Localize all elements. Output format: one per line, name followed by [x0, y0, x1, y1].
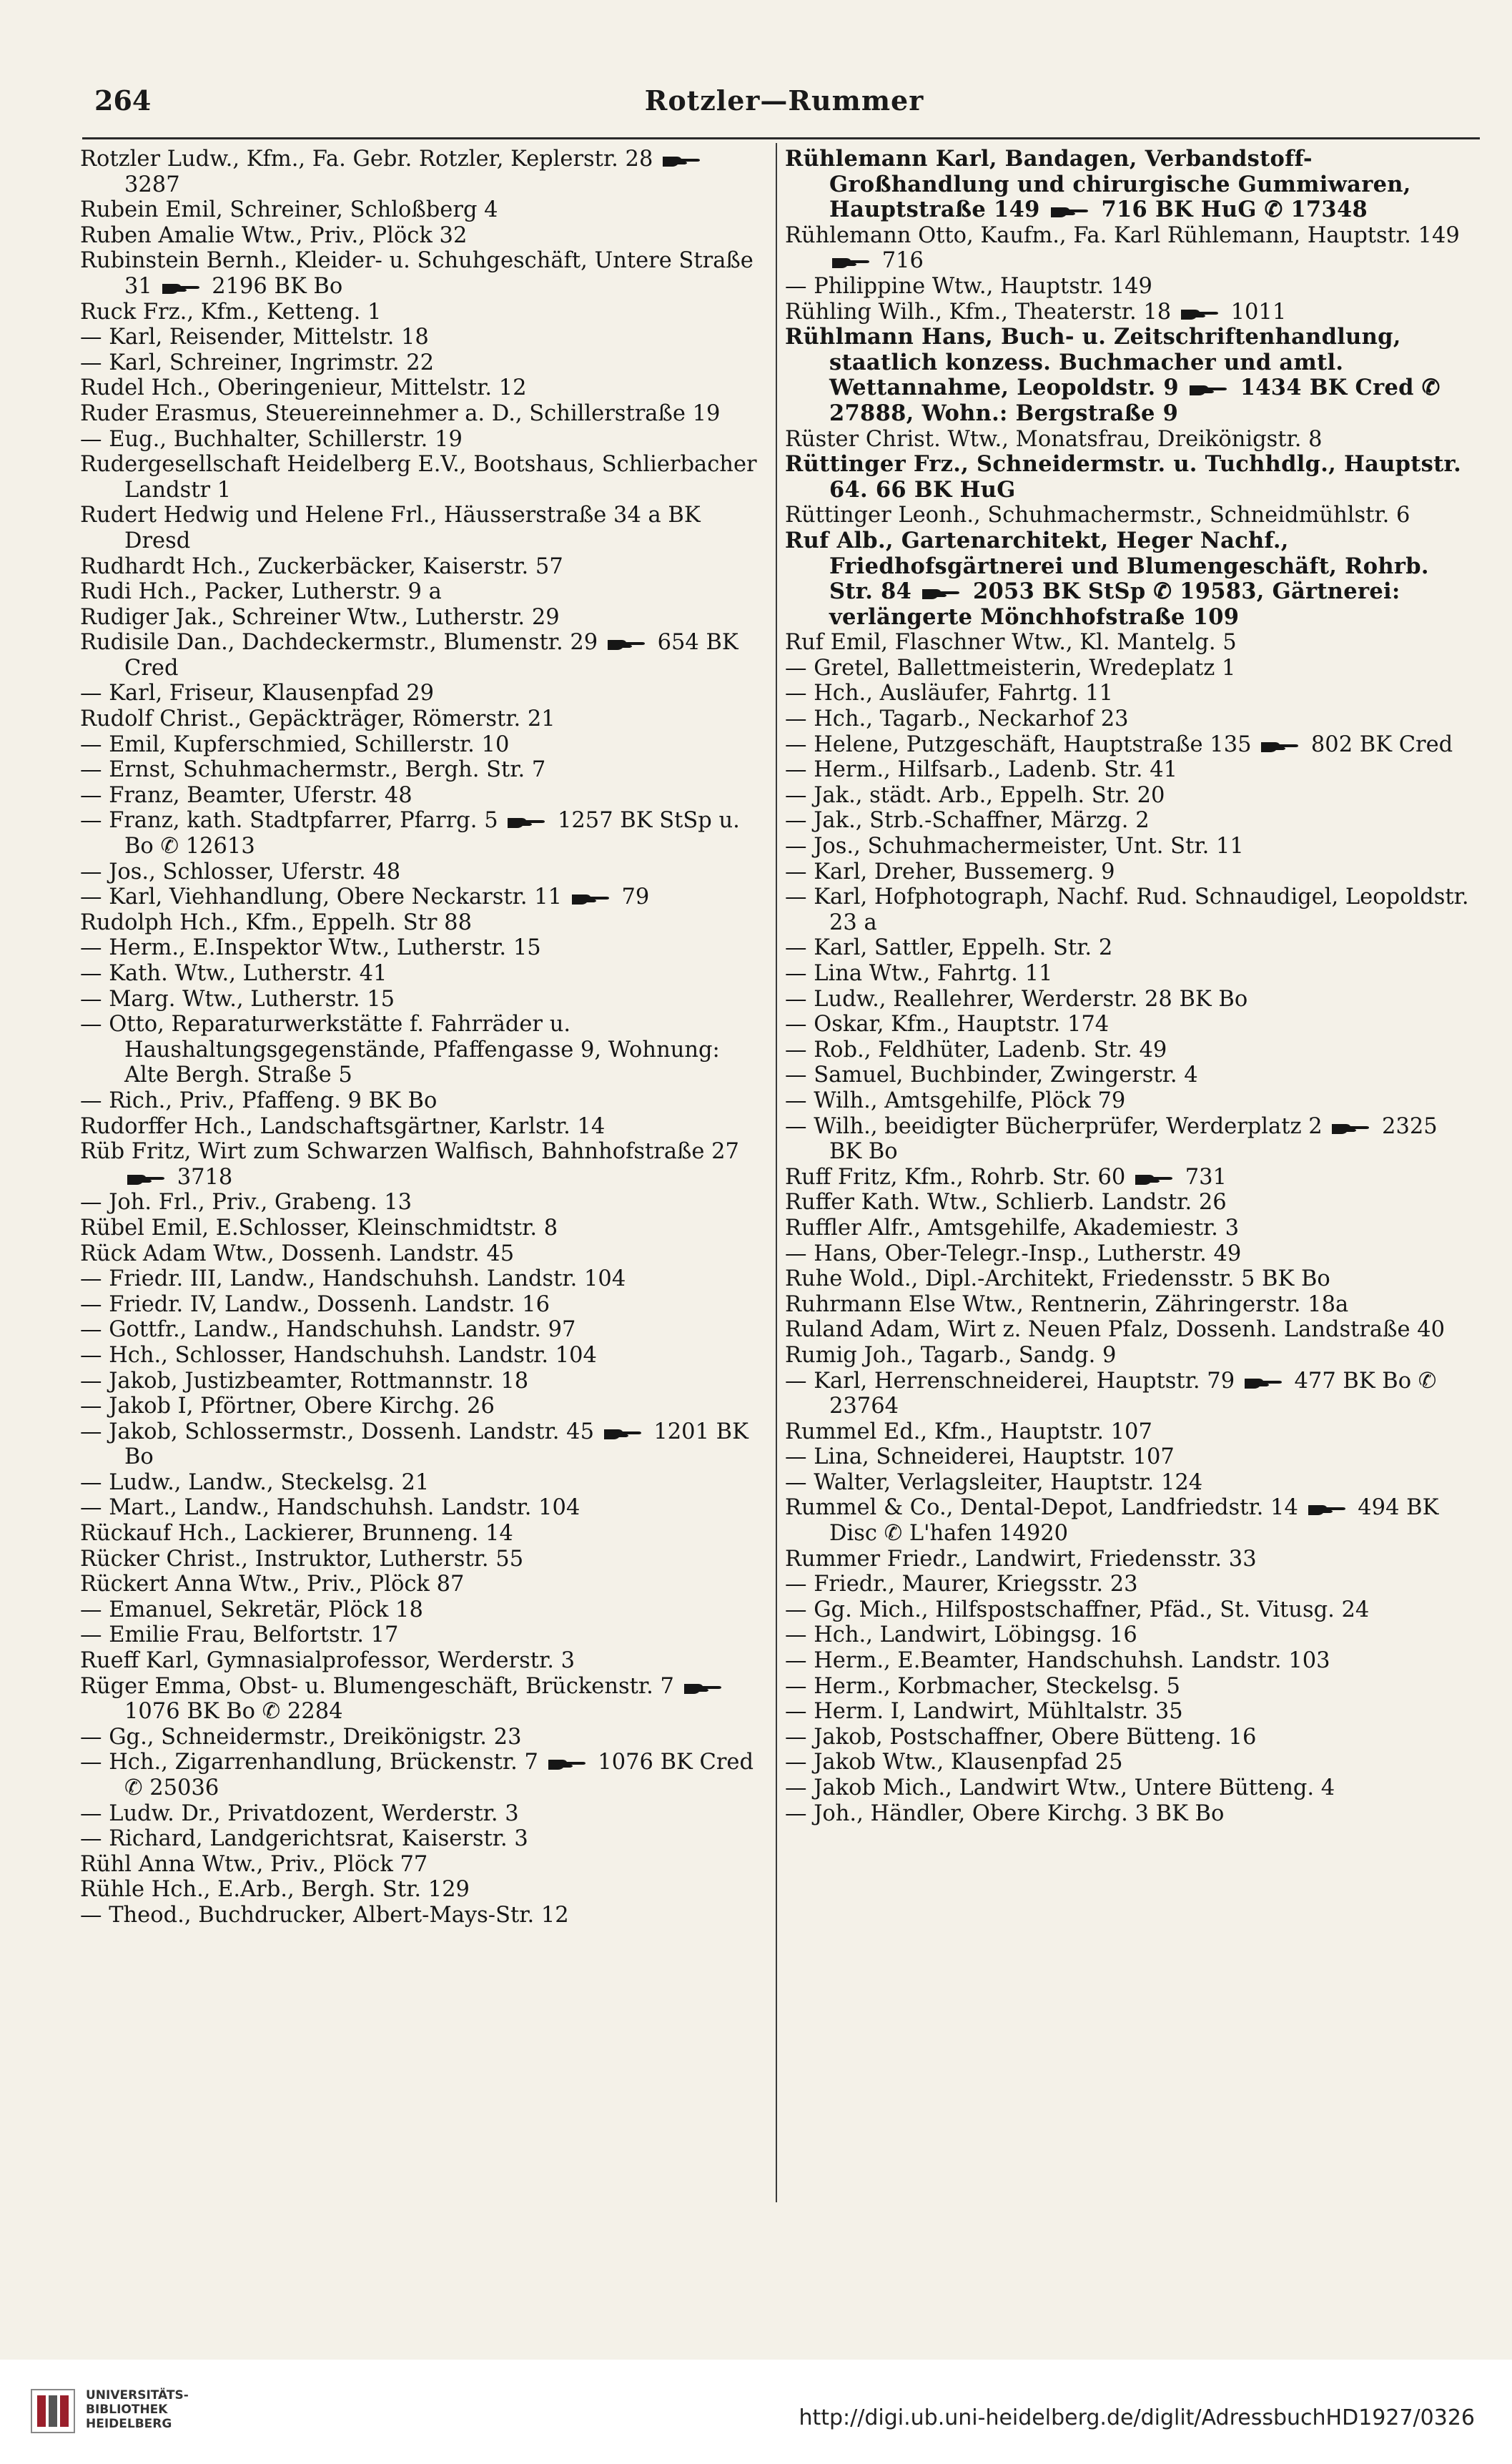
- directory-entry: [785, 1343, 1475, 1369]
- directory-entry: [80, 1241, 766, 1267]
- directory-entry: [785, 859, 1475, 885]
- directory-entry: [785, 1444, 1475, 1470]
- entry-text: — Friedr. IV, Landw., Dossenh. Landstr. 16: [80, 1291, 550, 1317]
- directory-entry: [80, 579, 766, 605]
- phone-hand-icon: [1188, 382, 1228, 396]
- entry-text: — Jakob I, Pförtner, Obere Kirchg. 26: [80, 1394, 495, 1419]
- entry-text: — Marg. Wtw., Lutherstr. 15: [80, 986, 395, 1012]
- directory-entry: [80, 859, 766, 885]
- entry-text: Rubein Emil, Schreiner, Schloßberg 4: [80, 197, 498, 223]
- entry-text: 1434 BK Cred ✆ 27888, Wohn.: Bergstraße 9: [829, 375, 1441, 426]
- directory-entry: [785, 706, 1475, 732]
- entry-text: — Karl, Viehhandlung, Obere Neckarstr. 11: [80, 884, 569, 910]
- entry-text: — Karl, Herrenschneiderei, Hauptstr. 79: [785, 1368, 1242, 1394]
- entry-text: — Emanuel, Sekretär, Plöck 18: [80, 1597, 423, 1622]
- directory-entry: [80, 757, 766, 783]
- entry-text: Rubinstein Bernh., Kleider- u. Schuhgeschäft, Untere Straße 31: [80, 248, 753, 299]
- directory-entry: [80, 1597, 766, 1623]
- phone-hand-icon: [1049, 204, 1089, 218]
- entry-text: — Herm., Hilfsarb., Ladenb. Str. 41: [785, 757, 1177, 783]
- directory-entry: [80, 1750, 766, 1800]
- entry-text: 2196 BK Bo: [204, 273, 343, 299]
- directory-entry: [785, 1750, 1475, 1775]
- directory-entry: [785, 528, 1475, 630]
- directory-entry: [80, 783, 766, 809]
- directory-entry: [785, 757, 1475, 783]
- directory-entry: [80, 248, 766, 299]
- entry-text: — Hch., Zigarrenhandlung, Brückenstr. 7: [80, 1750, 545, 1775]
- entry-text: 494 BK Disc ✆ L'hafen 14920: [829, 1495, 1439, 1547]
- entry-text: — Emil, Kupferschmied, Schillerstr. 10: [80, 731, 510, 757]
- directory-entry: [785, 147, 1475, 223]
- entry-text: — Hch., Ausläufer, Fahrtg. 11: [785, 681, 1113, 706]
- directory-entry: [80, 1877, 766, 1903]
- entry-text: Rudorffer Hch., Landschaftsgärtner, Karlstr. 14: [80, 1113, 606, 1139]
- entry-text: Rühle Hch., E.Arb., Bergh. Str. 129: [80, 1877, 470, 1903]
- directory-entry: [785, 1597, 1475, 1623]
- directory-entry: [785, 1190, 1475, 1216]
- directory-entry: [80, 884, 766, 910]
- entry-text: — Herm., E.Beamter, Handschuhsh. Landstr. 103: [785, 1648, 1330, 1674]
- directory-entry: [785, 808, 1475, 834]
- entry-text: — Jos., Schlosser, Uferstr. 48: [80, 859, 401, 884]
- entry-text: Rueff Karl, Gymnasialprofessor, Werderstr. 3: [80, 1648, 575, 1674]
- entry-text: Rüster Christ. Wtw., Monatsfrau, Dreikönigstr. 8: [785, 426, 1323, 452]
- entry-text: Rudhardt Hch., Zuckerbäcker, Kaiserstr. 57: [80, 553, 563, 579]
- library-logo-icon: [30, 2388, 76, 2434]
- directory-entry: [785, 1470, 1475, 1496]
- phone-hand-icon: [603, 1426, 643, 1440]
- entry-text: — Helene, Putzgeschäft, Hauptstraße 135: [785, 731, 1259, 757]
- entry-text: Ruhe Wold., Dipl.-Architekt, Friedensstr. 5 BK Bo: [785, 1266, 1330, 1292]
- directory-entry: [80, 1012, 766, 1088]
- entry-text: — Rich., Priv., Pfaffeng. 9 BK Bo: [80, 1088, 438, 1113]
- directory-entry: [80, 1547, 766, 1572]
- entry-text: Rücker Christ., Instruktor, Lutherstr. 55: [80, 1546, 524, 1572]
- directory-entry: [785, 1775, 1475, 1801]
- directory-entry: [80, 147, 766, 197]
- directory-entry: [80, 1190, 766, 1216]
- library-name-line: BIBLIOTHEK: [86, 2403, 168, 2417]
- entry-text: Ruck Frz., Kfm., Ketteng. 1: [80, 299, 382, 325]
- entry-text: — Jakob, Justizbeamter, Rottmannstr. 18: [80, 1368, 529, 1394]
- directory-entry: [80, 1648, 766, 1674]
- entry-text: Ruben Amalie Wtw., Priv., Plöck 32: [80, 222, 468, 248]
- entry-text: — Wilh., beeidigter Bücherprüfer, Werderplatz 2: [785, 1113, 1330, 1139]
- entry-text: 802 BK Cred: [1304, 731, 1453, 757]
- directory-entry: [80, 1725, 766, 1750]
- header-rule: [82, 137, 1480, 139]
- directory-entry: [80, 300, 766, 325]
- entry-text: — Jakob, Postschaffner, Obere Bütteng. 16: [785, 1724, 1257, 1750]
- entry-text: Rumig Joh., Tagarb., Sandg. 9: [785, 1342, 1117, 1368]
- column-divider: [776, 143, 777, 2202]
- entry-text: — Franz, kath. Stadtpfarrer, Pfarrg. 5: [80, 808, 505, 834]
- entry-text: — Karl, Reisender, Mittelstr. 18: [80, 325, 429, 350]
- entry-text: — Oskar, Kfm., Hauptstr. 174: [785, 1012, 1110, 1038]
- directory-entry: [80, 1343, 766, 1369]
- directory-entry: [785, 274, 1475, 300]
- directory-entry: [785, 1495, 1475, 1546]
- entry-text: — Mart., Landw., Handschuhsh. Landstr. 104: [80, 1495, 580, 1521]
- directory-entry: [80, 987, 766, 1012]
- directory-entry: [80, 630, 766, 681]
- directory-entry: [785, 961, 1475, 987]
- directory-entry: [80, 223, 766, 249]
- phone-hand-icon: [661, 153, 701, 167]
- phone-hand-icon: [683, 1680, 723, 1695]
- phone-hand-icon: [126, 1171, 166, 1186]
- entry-text: Rüger Emma, Obst- u. Blumengeschäft, Brückenstr. 7: [80, 1673, 681, 1699]
- directory-entry: [80, 375, 766, 401]
- entry-text: — Hch., Schlosser, Handschuhsh. Landstr. 104: [80, 1342, 597, 1368]
- directory-entry: [785, 1699, 1475, 1725]
- directory-entry: [80, 935, 766, 961]
- directory-entry: [80, 401, 766, 427]
- phone-hand-icon: [161, 280, 201, 295]
- document-url[interactable]: http://digi.ub.uni-heidelberg.de/diglit/AdressbuchHD1927/0326: [799, 2405, 1475, 2430]
- directory-entry: [80, 808, 766, 859]
- entry-text: — Herm. I, Landwirt, Mühltalstr. 35: [785, 1699, 1183, 1725]
- directory-entry: [80, 1801, 766, 1827]
- directory-entry: [80, 503, 766, 553]
- entry-text: — Richard, Landgerichtsrat, Kaiserstr. 3: [80, 1826, 528, 1852]
- entry-text: — Hch., Tagarb., Neckarhof 23: [785, 706, 1129, 732]
- entry-text: Rotzler Ludw., Kfm., Fa. Gebr. Rotzler, Keplerstr. 28: [80, 147, 661, 172]
- directory-entry: [785, 1572, 1475, 1597]
- directory-entry: [785, 783, 1475, 809]
- directory-entry: [785, 1547, 1475, 1572]
- phone-hand-icon: [831, 255, 871, 269]
- entry-text: Rummel & Co., Dental-Depot, Landfriedstr. 14: [785, 1495, 1305, 1521]
- directory-entry: [785, 1674, 1475, 1700]
- entry-text: — Ludw., Reallehrer, Werderstr. 28 BK Bo: [785, 986, 1248, 1012]
- directory-entry: [80, 605, 766, 631]
- entry-text: — Franz, Beamter, Uferstr. 48: [80, 782, 412, 808]
- entry-text: 2325 BK Bo: [829, 1113, 1438, 1165]
- entry-text: — Hch., Landwirt, Löbingsg. 16: [785, 1622, 1137, 1648]
- phone-hand-icon: [570, 891, 611, 905]
- entry-text: — Jak., Strb.-Schaffner, Märzg. 2: [785, 808, 1150, 834]
- directory-entry: [80, 1495, 766, 1521]
- phone-hand-icon: [921, 586, 961, 600]
- page-header: [94, 84, 1474, 134]
- entry-text: — Gottfr., Landw., Handschuhsh. Landstr. 97: [80, 1317, 576, 1343]
- entry-text: Rudel Hch., Oberingenieur, Mittelstr. 12: [80, 375, 527, 401]
- entry-text: Rüb Fritz, Wirt zum Schwarzen Walfisch, Bahnhofstraße 27: [80, 1139, 739, 1165]
- entry-text: — Jak., städt. Arb., Eppelh. Str. 20: [785, 782, 1165, 808]
- directory-entry: [785, 427, 1475, 453]
- directory-entry: [785, 732, 1475, 758]
- entry-text: Ruf Emil, Flaschner Wtw., Kl. Mantelg. 5: [785, 630, 1237, 656]
- entry-text: Rühlemann Karl, Bandagen, Verbandstoff-Großhandlung und chirurgische Gummiwaren, Hauptstraße 149: [785, 146, 1411, 223]
- phone-hand-icon: [547, 1756, 587, 1770]
- phone-hand-icon: [1307, 1502, 1347, 1516]
- entry-text: — Samuel, Buchbinder, Zwingerstr. 4: [785, 1063, 1198, 1088]
- phone-hand-icon: [606, 636, 646, 651]
- entry-text: — Jakob, Schlossermstr., Dossenh. Landstr. 45: [80, 1419, 601, 1444]
- directory-entry: [785, 452, 1475, 503]
- directory-entry: [80, 452, 766, 503]
- directory-entry: [785, 1419, 1475, 1445]
- entry-text: — Joh. Frl., Priv., Grabeng. 13: [80, 1190, 412, 1216]
- entry-text: Rühlemann Otto, Kaufm., Fa. Karl Rühlemann, Hauptstr. 149: [785, 222, 1460, 248]
- entry-text: — Gretel, Ballettmeisterin, Wredeplatz 1: [785, 655, 1236, 681]
- entry-text: 1201 BK Bo: [124, 1419, 748, 1470]
- entry-text: — Emilie Frau, Belfortstr. 17: [80, 1622, 399, 1648]
- entry-text: Rudiger Jak., Schreiner Wtw., Lutherstr. 29: [80, 604, 560, 630]
- directory-entry: [785, 1165, 1475, 1191]
- entry-text: Ruf Alb., Gartenarchitekt, Heger Nachf., Friedhofsgärtnerei und Blumengeschäft, Rohrb. Str. 84: [785, 527, 1429, 605]
- library-name: [86, 2388, 189, 2431]
- directory-entry: [785, 325, 1475, 426]
- entry-text: — Karl, Hofphotograph, Nachf. Rud. Schnaudigel, Leopoldstr. 23 a: [785, 884, 1469, 935]
- directory-entry: [80, 1470, 766, 1496]
- entry-text: 654 BK Cred: [124, 630, 738, 681]
- running-title: Rotzler—Rummer: [644, 84, 924, 117]
- directory-entry: [80, 1088, 766, 1114]
- entry-text: 716 BK HuG ✆ 17348: [1093, 197, 1368, 223]
- entry-text: Rummel Ed., Kfm., Hauptstr. 107: [785, 1419, 1152, 1444]
- entry-text: — Jos., Schuhmachermeister, Unt. Str. 11: [785, 834, 1244, 859]
- directory-entry: [785, 630, 1475, 656]
- entry-text: Rudolph Hch., Kfm., Eppelh. Str 88: [80, 910, 472, 935]
- entry-text: — Jakob Mich., Landwirt Wtw., Untere Bütteng. 4: [785, 1775, 1335, 1800]
- entry-text: Rühl Anna Wtw., Priv., Plöck 77: [80, 1851, 428, 1877]
- directory-entry: [80, 1622, 766, 1648]
- library-name-line: UNIVERSITÄTS-: [86, 2388, 189, 2403]
- phone-hand-icon: [1260, 739, 1300, 753]
- entry-text: Rühling Wilh., Kfm., Theaterstr. 18: [785, 299, 1178, 325]
- library-name-line: HEIDELBERG: [86, 2417, 172, 2431]
- entry-text: — Gg. Mich., Hilfspostschaffner, Pfäd., St. Vitusg. 24: [785, 1597, 1370, 1622]
- entry-text: Rudert Hedwig und Helene Frl., Häusserstraße 34 a BK Dresd: [80, 503, 701, 553]
- entry-text: — Rob., Feldhüter, Ladenb. Str. 49: [785, 1037, 1167, 1063]
- directory-entry: [785, 503, 1475, 528]
- entry-text: Rudergesellschaft Heidelberg E.V., Bootshaus, Schlierbacher Landstr 1: [80, 452, 757, 503]
- directory-entry: [80, 961, 766, 987]
- directory-entry: [785, 1622, 1475, 1648]
- directory-entry: [785, 1266, 1475, 1292]
- directory-entry: [80, 1394, 766, 1419]
- directory-entry: [80, 910, 766, 936]
- directory-entry: [785, 1369, 1475, 1419]
- directory-entry: [80, 197, 766, 223]
- entry-text: Ruffer Kath. Wtw., Schlierb. Landstr. 26: [785, 1190, 1227, 1216]
- entry-text: — Walter, Verlagsleiter, Hauptstr. 124: [785, 1469, 1203, 1495]
- directory-entry: [80, 1521, 766, 1547]
- phone-hand-icon: [506, 814, 546, 829]
- directory-entry: [80, 1674, 766, 1725]
- entry-text: — Friedr., Maurer, Kriegsstr. 23: [785, 1572, 1138, 1597]
- entry-text: — Ludw., Landw., Steckelsg. 21: [80, 1469, 430, 1495]
- directory-entry: [785, 300, 1475, 325]
- directory-entry: [80, 1852, 766, 1878]
- entry-text: — Kath. Wtw., Lutherstr. 41: [80, 961, 387, 986]
- directory-entry: [785, 1088, 1475, 1114]
- directory-entry: [80, 325, 766, 350]
- entry-text: — Joh., Händler, Obere Kirchg. 3 BK Bo: [785, 1800, 1225, 1826]
- directory-entry: [80, 350, 766, 376]
- entry-text: Ruhrmann Else Wtw., Rentnerin, Zähringerstr. 18a: [785, 1291, 1349, 1317]
- directory-entry: [785, 1292, 1475, 1318]
- entry-text: Rückert Anna Wtw., Priv., Plöck 87: [80, 1572, 465, 1597]
- directory-entry: [80, 1139, 766, 1190]
- entry-text: 2053 BK StSp ✆ 19583, Gärtnerei: verlängerte Mönchhofstraße 109: [829, 578, 1400, 630]
- phone-hand-icon: [1330, 1120, 1370, 1135]
- directory-entry: [80, 554, 766, 580]
- directory-entry: [785, 1648, 1475, 1674]
- directory-entry: [785, 1038, 1475, 1063]
- directory-entry: [80, 1317, 766, 1343]
- directory-entry: [785, 656, 1475, 681]
- entry-text: Rummer Friedr., Landwirt, Friedensstr. 33: [785, 1546, 1257, 1572]
- entry-text: — Otto, Reparaturwerkstätte f. Fahrräder u. Haushaltungsgegenstände, Pfaffengasse 9, Wohnung: Alte Bergh. Straße 5: [80, 1012, 720, 1088]
- entry-text: 1076 BK Bo ✆ 2284: [124, 1699, 343, 1725]
- entry-text: Rudisile Dan., Dachdeckermstr., Blumenstr. 29: [80, 630, 605, 656]
- entry-text: Rübel Emil, E.Schlosser, Kleinschmidtstr. 8: [80, 1215, 558, 1241]
- directory-entry: [785, 935, 1475, 961]
- entry-text: Ruffler Alfr., Amtsgehilfe, Akademiestr. 3: [785, 1215, 1239, 1241]
- entry-text: — Karl, Sattler, Eppelh. Str. 2: [785, 935, 1113, 961]
- entry-text: 716: [875, 248, 924, 274]
- directory-entry: [785, 1012, 1475, 1038]
- directory-entry: [785, 1317, 1475, 1343]
- directory-entry: [80, 1903, 766, 1928]
- entry-text: — Theod., Buchdrucker, Albert-Mays-Str. 12: [80, 1902, 569, 1928]
- entry-text: — Wilh., Amtsgehilfe, Plöck 79: [785, 1088, 1126, 1113]
- directory-entry: [80, 1114, 766, 1140]
- left-column: [80, 147, 766, 1928]
- directory-entry: [80, 1572, 766, 1597]
- directory-entry: [80, 706, 766, 732]
- entry-text: Rühlmann Hans, Buch- u. Zeitschriftenhandlung, staatlich konzess. Buchmacher und amtl. Wettannahme, Leopoldstr. 9: [785, 324, 1401, 401]
- phone-hand-icon: [1180, 306, 1220, 320]
- phone-hand-icon: [1243, 1375, 1283, 1389]
- entry-text: — Eug., Buchhalter, Schillerstr. 19: [80, 426, 463, 452]
- entry-text: Rüttinger Frz., Schneidermstr. u. Tuchhdlg., Hauptstr. 64. 66 BK HuG: [785, 451, 1462, 503]
- entry-text: — Herm., E.Inspektor Wtw., Lutherstr. 15: [80, 935, 541, 961]
- entry-text: 731: [1178, 1164, 1227, 1190]
- entry-text: — Philippine Wtw., Hauptstr. 149: [785, 273, 1152, 299]
- entry-text: — Lina, Schneiderei, Hauptstr. 107: [785, 1444, 1175, 1470]
- directory-entry: [80, 427, 766, 453]
- directory-entry: [80, 1216, 766, 1241]
- entry-text: — Gg., Schneidermstr., Dreikönigstr. 23: [80, 1724, 522, 1750]
- entry-text: — Ernst, Schuhmachermstr., Bergh. Str. 7: [80, 757, 546, 783]
- entry-text: — Lina Wtw., Fahrtg. 11: [785, 961, 1053, 986]
- page-number: 264: [94, 84, 152, 117]
- directory-entry: [785, 884, 1475, 935]
- directory-entry: [80, 732, 766, 758]
- footer-bar: [0, 2360, 1512, 2464]
- entry-text: — Hans, Ober-Telegr.-Insp., Lutherstr. 49: [785, 1241, 1242, 1266]
- directory-entry: [80, 1266, 766, 1292]
- entry-text: Rüttinger Leonh., Schuhmachermstr., Schneidmühlstr. 6: [785, 503, 1410, 528]
- entry-text: Rudolf Christ., Gepäckträger, Römerstr. 21: [80, 706, 555, 732]
- directory-entry: [80, 681, 766, 706]
- directory-entry: [785, 1063, 1475, 1088]
- entry-text: — Ludw. Dr., Privatdozent, Werderstr. 3: [80, 1800, 519, 1826]
- entry-text: Rück Adam Wtw., Dossenh. Landstr. 45: [80, 1241, 515, 1266]
- directory-entry: [785, 1216, 1475, 1241]
- phone-hand-icon: [1134, 1171, 1174, 1186]
- entry-text: Rudi Hch., Packer, Lutherstr. 9 a: [80, 579, 442, 605]
- directory-entry: [785, 1114, 1475, 1165]
- directory-entry: [80, 1369, 766, 1394]
- directory-entry: [785, 987, 1475, 1012]
- entry-text: 1076 BK Cred ✆ 25036: [124, 1750, 753, 1800]
- entry-text: Ruland Adam, Wirt z. Neuen Pfalz, Dossenh. Landstraße 40: [785, 1317, 1446, 1343]
- directory-entry: [80, 1292, 766, 1318]
- entry-text: Rückauf Hch., Lackierer, Brunneng. 14: [80, 1521, 513, 1547]
- right-column: [785, 147, 1475, 1826]
- directory-entry: [785, 1725, 1475, 1750]
- entry-text: 1257 BK StSp u. Bo ✆ 12613: [124, 808, 740, 859]
- entry-text: — Herm., Korbmacher, Steckelsg. 5: [785, 1673, 1180, 1699]
- entry-text: Ruff Fritz, Kfm., Rohrb. Str. 60: [785, 1164, 1133, 1190]
- entry-text: — Friedr. III, Landw., Handschuhsh. Landstr. 104: [80, 1266, 626, 1292]
- entry-text: — Karl, Friseur, Klausenpfad 29: [80, 681, 435, 706]
- entry-text: Ruder Erasmus, Steuereinnehmer a. D., Schillerstraße 19: [80, 400, 721, 426]
- entry-text: — Karl, Dreher, Bussemerg. 9: [785, 859, 1115, 884]
- entry-text: 3287: [124, 172, 180, 197]
- entry-text: 79: [614, 884, 650, 910]
- directory-entry: [785, 1801, 1475, 1827]
- entry-text: 1011: [1223, 299, 1287, 325]
- directory-entry: [80, 1419, 766, 1470]
- directory-entry: [785, 681, 1475, 706]
- directory-entry: [80, 1826, 766, 1852]
- entry-text: — Karl, Schreiner, Ingrimstr. 22: [80, 350, 435, 375]
- directory-entry: [785, 834, 1475, 859]
- entry-text: 3718: [170, 1164, 233, 1190]
- directory-entry: [785, 223, 1475, 274]
- entry-text: — Jakob Wtw., Klausenpfad 25: [785, 1750, 1123, 1775]
- directory-entry: [785, 1241, 1475, 1267]
- entry-text: 477 BK Bo ✆ 23764: [829, 1368, 1437, 1419]
